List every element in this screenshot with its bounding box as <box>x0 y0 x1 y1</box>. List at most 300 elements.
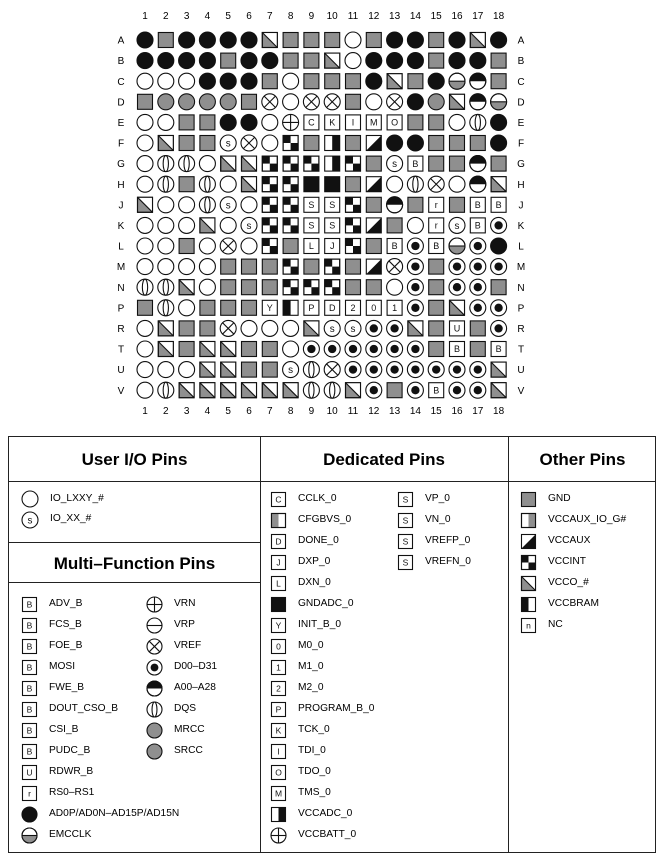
svg-text:M: M <box>274 788 283 799</box>
row-label-right: C <box>517 76 525 88</box>
pin-H13 <box>387 176 403 192</box>
column-label-bottom: 6 <box>246 406 252 417</box>
pin-M18 <box>491 259 507 275</box>
pin-D12 <box>366 94 382 110</box>
row-label-left: C <box>117 76 125 88</box>
legend-item <box>21 616 82 634</box>
pin-R9 <box>304 321 319 336</box>
legend-item <box>21 595 82 613</box>
pin-N12 <box>366 280 381 295</box>
legend-label: ADV_B <box>49 597 83 609</box>
legend-table <box>8 436 656 853</box>
legend-item <box>270 658 323 676</box>
pin-D17 <box>470 94 486 110</box>
letter-b-box-icon <box>21 722 38 739</box>
svg-text:s: s <box>225 138 231 150</box>
vccadc-icon <box>270 806 287 823</box>
pin-H7 <box>262 177 277 192</box>
pin-U7 <box>262 362 277 377</box>
pin-M12 <box>366 259 381 274</box>
legend-item <box>270 490 337 508</box>
legend-label: VREF <box>174 639 202 651</box>
pin-P12 <box>366 300 381 315</box>
legend-item <box>21 826 91 844</box>
legend-item <box>270 511 351 529</box>
legend-label: CSI_B <box>49 723 79 735</box>
svg-text:O: O <box>275 767 282 778</box>
pin-G11 <box>346 156 361 171</box>
row-label-left: D <box>117 97 125 109</box>
svg-text:B: B <box>474 220 481 231</box>
row-label-right: F <box>517 138 525 150</box>
column-label-bottom: 14 <box>409 406 421 417</box>
pin-G18 <box>491 156 506 171</box>
svg-text:1: 1 <box>392 303 398 314</box>
svg-text:U: U <box>453 323 461 334</box>
legend-item <box>270 805 352 823</box>
pin-F14 <box>407 135 423 151</box>
dqs-icon <box>146 701 163 718</box>
pin-R16 <box>450 321 465 336</box>
pin-D1 <box>138 94 153 109</box>
pin-F17 <box>470 136 485 151</box>
vcco-square-icon <box>520 575 537 592</box>
legend-item <box>520 532 590 550</box>
column-label-bottom: 2 <box>163 406 169 417</box>
svg-text:2: 2 <box>276 683 281 694</box>
legend-label: EMCCLK <box>49 828 92 840</box>
svg-text:I: I <box>351 117 355 128</box>
pin-D14 <box>407 94 423 110</box>
pin-A16 <box>449 32 465 48</box>
pin-L10 <box>325 239 340 254</box>
pin-G14 <box>408 156 423 171</box>
column-label-bottom: 7 <box>267 406 273 417</box>
pin-A1 <box>137 32 153 48</box>
pin-N2 <box>158 279 174 295</box>
letter-b-box-icon <box>21 638 38 655</box>
pin-F7 <box>262 135 278 151</box>
pin-K12 <box>366 218 381 233</box>
legend-label: D00–D31 <box>174 660 218 672</box>
pin-N9 <box>304 280 319 295</box>
pin-B13 <box>387 53 403 69</box>
letter-b-box-icon <box>21 596 38 613</box>
pin-L18 <box>491 238 507 254</box>
pin-D3 <box>179 94 195 110</box>
pin-P16 <box>450 300 465 315</box>
legend-item <box>21 784 94 802</box>
pin-U15 <box>428 362 444 378</box>
pin-K3 <box>179 217 195 233</box>
pin-N11 <box>346 280 361 295</box>
svg-text:J: J <box>329 241 335 252</box>
column-label-bottom: 18 <box>493 406 505 417</box>
pin-H6 <box>242 177 257 192</box>
pin-H11 <box>346 177 361 192</box>
svg-text:B: B <box>495 344 502 355</box>
letter-j-box-icon <box>270 554 287 571</box>
svg-text:U: U <box>26 767 33 778</box>
pin-V11 <box>346 383 361 398</box>
letter-m-box-icon <box>270 785 287 802</box>
pin-N4 <box>199 279 215 295</box>
svg-text:0: 0 <box>371 303 377 314</box>
column-label-bottom: 10 <box>326 406 338 417</box>
letter-b-box-icon <box>21 743 38 760</box>
pin-B8 <box>283 53 298 68</box>
row-label-left: G <box>117 159 125 171</box>
pin-R13 <box>387 320 403 336</box>
pin-E8 <box>283 114 299 130</box>
legend-label: VP_0 <box>425 492 450 504</box>
pin-G7 <box>262 156 277 171</box>
pin-R2 <box>158 321 173 336</box>
vccaux-io-icon <box>520 512 537 529</box>
row-label-right: J <box>518 200 524 212</box>
pin-B1 <box>137 53 153 69</box>
letter-i-box-icon <box>270 743 287 760</box>
pin-E12 <box>366 115 381 130</box>
letter-k-box-icon <box>270 722 287 739</box>
legend-label: DQS <box>174 702 197 714</box>
pin-A7 <box>262 33 277 48</box>
pin-R14 <box>408 321 423 336</box>
pin-V18 <box>491 383 506 398</box>
pin-A6 <box>241 32 257 48</box>
pin-E18 <box>491 114 507 130</box>
pin-F2 <box>158 136 173 151</box>
letter-l-box-icon <box>270 575 287 592</box>
pin-N3 <box>179 280 194 295</box>
pin-D10 <box>324 94 340 110</box>
pin-M3 <box>179 259 195 275</box>
pin-J11 <box>346 197 361 212</box>
pin-J14 <box>408 197 423 212</box>
letter-s-box-icon <box>397 554 414 571</box>
pin-E6 <box>241 114 257 130</box>
row-label-right: D <box>517 97 525 109</box>
pin-P15 <box>429 300 444 315</box>
letter-r-box-icon <box>21 785 38 802</box>
row-label-left: F <box>117 138 125 150</box>
pin-B9 <box>304 53 319 68</box>
pin-J15 <box>429 197 444 212</box>
vref-icon <box>146 638 163 655</box>
pin-M2 <box>158 259 174 275</box>
pin-M1 <box>137 259 153 275</box>
pin-U11 <box>345 362 361 378</box>
pin-G10 <box>325 156 340 171</box>
pin-N10 <box>325 280 340 295</box>
column-label-top: 12 <box>368 11 380 22</box>
legend-label: DOUT_CSO_B <box>49 702 119 714</box>
pin-G15 <box>429 156 444 171</box>
pin-A10 <box>325 33 340 48</box>
legend-label: M0_0 <box>298 639 324 651</box>
pin-C18 <box>491 74 506 89</box>
legend-item <box>397 553 471 571</box>
s-circle-icon <box>21 511 39 529</box>
svg-text:s: s <box>350 323 356 335</box>
pin-D16 <box>450 94 465 109</box>
row-label-left: P <box>117 303 125 315</box>
pin-D13 <box>387 94 403 110</box>
pin-R15 <box>429 321 444 336</box>
pin-T18 <box>491 342 506 357</box>
letter-b-box-icon <box>21 680 38 697</box>
pin-B14 <box>407 53 423 69</box>
pin-G2 <box>158 156 174 172</box>
pin-B3 <box>179 53 195 69</box>
pin-N7 <box>262 280 277 295</box>
pin-M17 <box>470 259 486 275</box>
pin-R6 <box>241 320 257 336</box>
legend-label: VN_0 <box>425 513 451 525</box>
pin-P14 <box>407 300 423 316</box>
pin-P5 <box>221 300 236 315</box>
pin-J1 <box>138 197 153 212</box>
pin-C15 <box>428 73 444 89</box>
svg-text:B: B <box>26 641 33 652</box>
pin-G13 <box>387 156 403 172</box>
letter-u-box-icon <box>21 764 38 781</box>
row-label-right: V <box>517 385 525 397</box>
pin-J2 <box>158 197 174 213</box>
pin-L13 <box>387 239 402 254</box>
legend-label: VRP <box>174 618 195 630</box>
pin-K2 <box>158 217 174 233</box>
svg-text:B: B <box>433 241 440 252</box>
pin-U1 <box>137 362 153 378</box>
pin-U2 <box>158 362 174 378</box>
pin-E15 <box>429 115 444 130</box>
svg-text:B: B <box>26 704 33 715</box>
pin-A13 <box>387 32 403 48</box>
pin-M8 <box>283 259 298 274</box>
pin-A14 <box>407 32 423 48</box>
pin-U12 <box>366 362 382 378</box>
legend-label: VCCAUX_IO_G# <box>548 513 627 525</box>
pin-B4 <box>199 53 215 69</box>
svg-text:C: C <box>275 494 282 505</box>
column-label-top: 2 <box>163 11 169 22</box>
row-label-right: A <box>517 35 525 47</box>
pin-P2 <box>158 300 174 316</box>
pin-M14 <box>407 259 423 275</box>
legend-label: VRN <box>174 597 196 609</box>
pin-N6 <box>242 280 257 295</box>
svg-text:L: L <box>308 241 314 252</box>
pin-V17 <box>470 382 486 398</box>
legend-label: GND <box>548 492 571 504</box>
pin-V14 <box>407 382 423 398</box>
legend-item <box>146 679 216 697</box>
column-label-bottom: 4 <box>204 406 211 417</box>
svg-text:B: B <box>26 746 33 757</box>
legend-item <box>397 490 450 508</box>
svg-text:M: M <box>370 117 378 128</box>
legend-item <box>270 553 330 571</box>
pin-M11 <box>346 259 361 274</box>
pin-L5 <box>220 238 236 254</box>
legend-item <box>21 637 82 655</box>
vccbram-icon <box>520 596 537 613</box>
legend-label: TCK_0 <box>298 723 330 735</box>
pin-D4 <box>199 94 215 110</box>
pin-T3 <box>179 342 194 357</box>
column-label-top: 15 <box>430 11 442 22</box>
pin-V13 <box>387 383 402 398</box>
pin-A2 <box>158 33 173 48</box>
pin-G1 <box>137 156 153 172</box>
letter-s-box-icon <box>397 491 414 508</box>
pin-R18 <box>491 320 507 336</box>
row-label-left: M <box>116 262 126 274</box>
pin-N8 <box>283 280 298 295</box>
svg-text:B: B <box>391 241 398 252</box>
pin-H16 <box>449 176 465 192</box>
pin-U13 <box>387 362 403 378</box>
legend-item <box>270 763 331 781</box>
pin-P1 <box>138 300 153 315</box>
pin-L15 <box>429 239 444 254</box>
pin-B16 <box>449 53 465 69</box>
legend-label: RDWR_B <box>49 765 94 777</box>
pin-U17 <box>470 362 486 378</box>
svg-text:S: S <box>402 557 409 568</box>
row-label-left: J <box>118 200 124 212</box>
pin-F12 <box>366 136 381 151</box>
pin-M5 <box>221 259 236 274</box>
letter-d-box-icon <box>270 533 287 550</box>
pin-C11 <box>346 74 361 89</box>
pin-K13 <box>387 218 402 233</box>
pin-C12 <box>366 73 382 89</box>
pin-E10 <box>325 115 340 130</box>
legend-label: TDI_0 <box>298 744 326 756</box>
column-label-top: 5 <box>225 11 231 22</box>
pin-G16 <box>450 156 465 171</box>
legend-item <box>270 784 331 802</box>
pin-M16 <box>449 259 465 275</box>
pin-F8 <box>283 136 298 151</box>
pin-M13 <box>387 259 403 275</box>
legend-label: INIT_B_0 <box>298 618 342 630</box>
legend-label: VCCBATT_0 <box>298 828 357 840</box>
pin-J12 <box>366 197 381 212</box>
svg-text:s: s <box>288 365 294 377</box>
legend-label: FOE_B <box>49 639 83 651</box>
pin-D18 <box>491 94 507 110</box>
pin-H10 <box>325 177 340 192</box>
pin-L4 <box>199 238 215 254</box>
svg-text:O: O <box>391 117 399 128</box>
pin-R10 <box>324 320 340 336</box>
legend-label: DONE_0 <box>298 534 339 546</box>
pin-B11 <box>345 53 361 69</box>
pin-U6 <box>242 362 257 377</box>
row-label-right: G <box>517 159 525 171</box>
legend-item <box>21 490 104 508</box>
pin-M4 <box>199 259 215 275</box>
nc-box-icon <box>520 617 537 634</box>
pin-F15 <box>429 136 444 151</box>
pin-H9 <box>304 177 319 192</box>
legend-item <box>397 511 450 529</box>
legend-label: TDO_0 <box>298 765 331 777</box>
pin-T14 <box>407 341 423 357</box>
legend-item <box>520 616 563 634</box>
pin-E3 <box>179 115 194 130</box>
svg-text:Y: Y <box>266 303 273 314</box>
pin-V4 <box>200 383 215 398</box>
legend-item <box>21 511 91 529</box>
row-label-left: R <box>117 324 125 335</box>
svg-text:S: S <box>308 200 315 211</box>
pin-U5 <box>221 362 236 377</box>
legend-label: RS0–RS1 <box>49 786 95 798</box>
pin-T8 <box>283 341 299 357</box>
pin-K8 <box>283 218 298 233</box>
row-label-left: H <box>117 179 125 191</box>
pin-C2 <box>158 73 174 89</box>
pin-P7 <box>262 300 277 315</box>
pin-H14 <box>407 176 423 192</box>
pin-J4 <box>199 197 215 213</box>
svg-text:0: 0 <box>276 641 281 652</box>
pin-B7 <box>262 53 278 69</box>
pin-P18 <box>491 300 507 316</box>
cross-circle-icon <box>146 596 163 613</box>
pin-G3 <box>179 156 195 172</box>
pin-L9 <box>304 239 319 254</box>
pin-J18 <box>491 197 506 212</box>
legend-label: M2_0 <box>298 681 324 693</box>
pin-K1 <box>137 217 153 233</box>
column-label-top: 4 <box>204 11 211 22</box>
legend-label: FCS_B <box>49 618 82 630</box>
pin-H1 <box>137 176 153 192</box>
pin-B6 <box>241 53 257 69</box>
pin-K16 <box>449 217 465 233</box>
pin-V15 <box>429 383 444 398</box>
pin-E5 <box>220 114 236 130</box>
pin-P10 <box>325 300 340 315</box>
svg-text:D: D <box>275 536 282 547</box>
pin-V1 <box>137 382 153 398</box>
pin-T7 <box>262 342 277 357</box>
pin-L8 <box>283 239 298 254</box>
svg-text:s: s <box>27 515 33 527</box>
pin-T16 <box>450 342 465 357</box>
pin-D8 <box>283 94 299 110</box>
column-label-top: 11 <box>347 11 359 22</box>
pin-E2 <box>158 114 174 130</box>
dot-circle-icon <box>146 659 163 676</box>
pin-G12 <box>366 156 381 171</box>
pin-L1 <box>137 238 153 254</box>
row-label-right: H <box>517 179 525 191</box>
pin-H4 <box>199 176 215 192</box>
legend-label: M1_0 <box>298 660 324 672</box>
pin-F9 <box>304 136 319 151</box>
pin-V2 <box>158 382 174 398</box>
pin-T2 <box>158 342 173 357</box>
column-label-top: 6 <box>246 11 252 22</box>
column-label-top: 16 <box>451 11 463 22</box>
pin-G17 <box>470 156 486 172</box>
